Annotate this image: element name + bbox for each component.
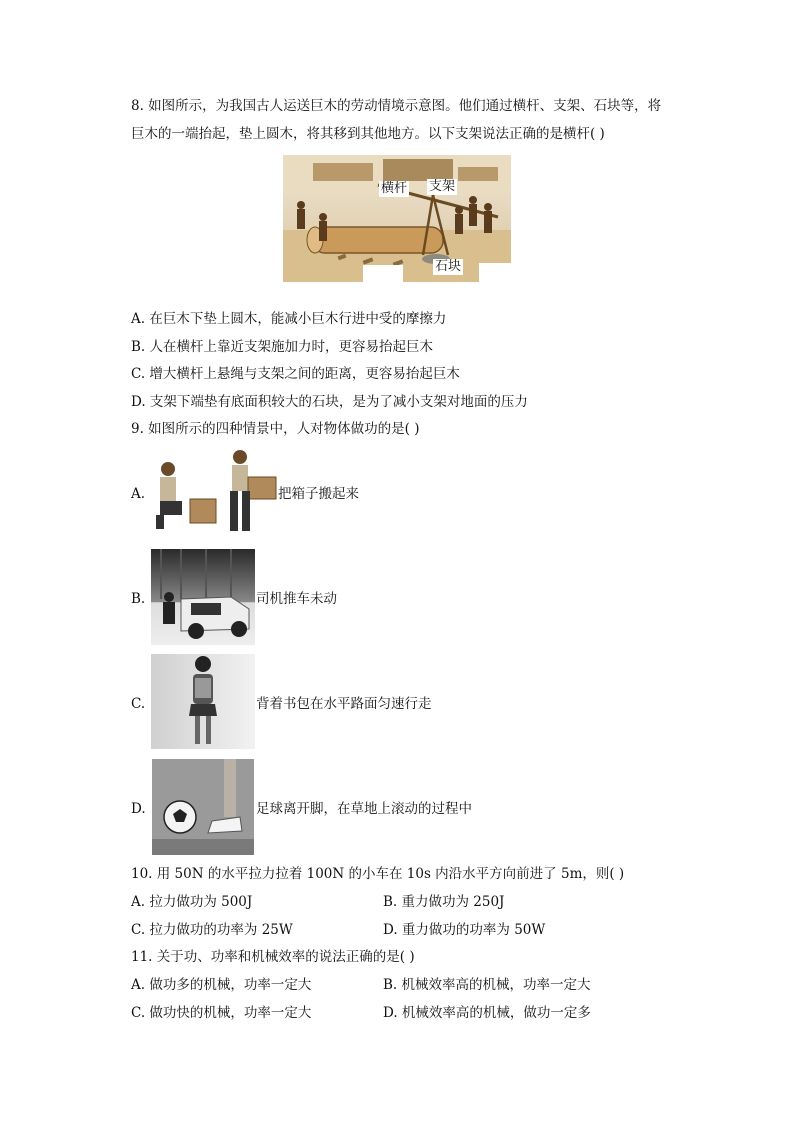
q9-option-a-text: 把箱子搬起来: [278, 486, 359, 502]
label-lever: 横杆: [381, 181, 408, 196]
q11-option-d: D. 机械效率高的机械，做功一定多: [383, 1005, 591, 1021]
q11-option-b: B. 机械效率高的机械，功率一定大: [383, 977, 591, 993]
q9-option-d-text: 足球离开脚，在草地上滚动的过程中: [256, 801, 472, 817]
q9-option-c-letter: C.: [131, 696, 146, 712]
q9-image-lifting-box: [150, 447, 278, 541]
q9-image-rolling-football: [152, 759, 254, 855]
q9-stem: 9. 如图所示的四种情景中，人对物体做功的是( ): [131, 421, 420, 437]
q8-option-d: D. 支架下端垫有底面积较大的石块，是为了减小支架对地面的压力: [131, 394, 528, 410]
q8-figure-log-transport: [283, 155, 511, 282]
q9-option-d-letter: D.: [131, 801, 146, 817]
q10-option-a: A. 拉力做功为 500J: [131, 894, 253, 910]
q11-stem: 11. 关于功、功率和机械效率的说法正确的是( ): [131, 949, 415, 965]
blank-label-box: [363, 265, 403, 282]
label-stone: 石块: [435, 259, 462, 274]
q10-stem: 10. 用 50N 的水平拉力拉着 100N 的小车在 10s 内沿水平方向前进了 5m，则( ): [131, 866, 625, 882]
q9-image-walking-schoolbag: [151, 654, 255, 749]
q11-option-c: C. 做功快的机械，功率一定大: [131, 1005, 312, 1021]
q8-stem-line1: 8. 如图所示，为我国古人运送巨木的劳动情境示意图。他们通过横杆、支架、石块等，将: [131, 98, 662, 114]
q9-option-b-text: 司机推车未动: [256, 591, 337, 607]
q9-option-c-text: 背着书包在水平路面匀速行走: [256, 696, 432, 712]
q10-option-d: D. 重力做功的功率为 50W: [383, 922, 546, 938]
q10-option-b: B. 重力做功为 250J: [383, 894, 505, 910]
q8-option-a: A. 在巨木下垫上圆木，能减小巨木行进中受的摩擦力: [131, 311, 447, 327]
q8-stem-line2: 巨木的一端抬起，垫上圆木，将其移到其他地方。以下支架说法正确的是横杆( ): [131, 126, 605, 142]
q9-image-pushing-car: [151, 549, 255, 645]
q10-option-c: C. 拉力做功的功率为 25W: [131, 922, 293, 938]
label-stand: 支架: [429, 179, 456, 194]
q9-option-a-letter: A.: [131, 486, 146, 502]
q11-option-a: A. 做功多的机械，功率一定大: [131, 977, 312, 993]
q8-option-c: C. 增大横杆上悬绳与支架之间的距离，更容易抬起巨木: [131, 366, 460, 382]
blank-label-box: [479, 263, 511, 282]
q8-option-b: B. 人在横杆上靠近支架施加力时，更容易抬起巨木: [131, 339, 434, 355]
log-transport-illustration: [283, 155, 511, 282]
q9-option-b-letter: B.: [131, 591, 146, 607]
